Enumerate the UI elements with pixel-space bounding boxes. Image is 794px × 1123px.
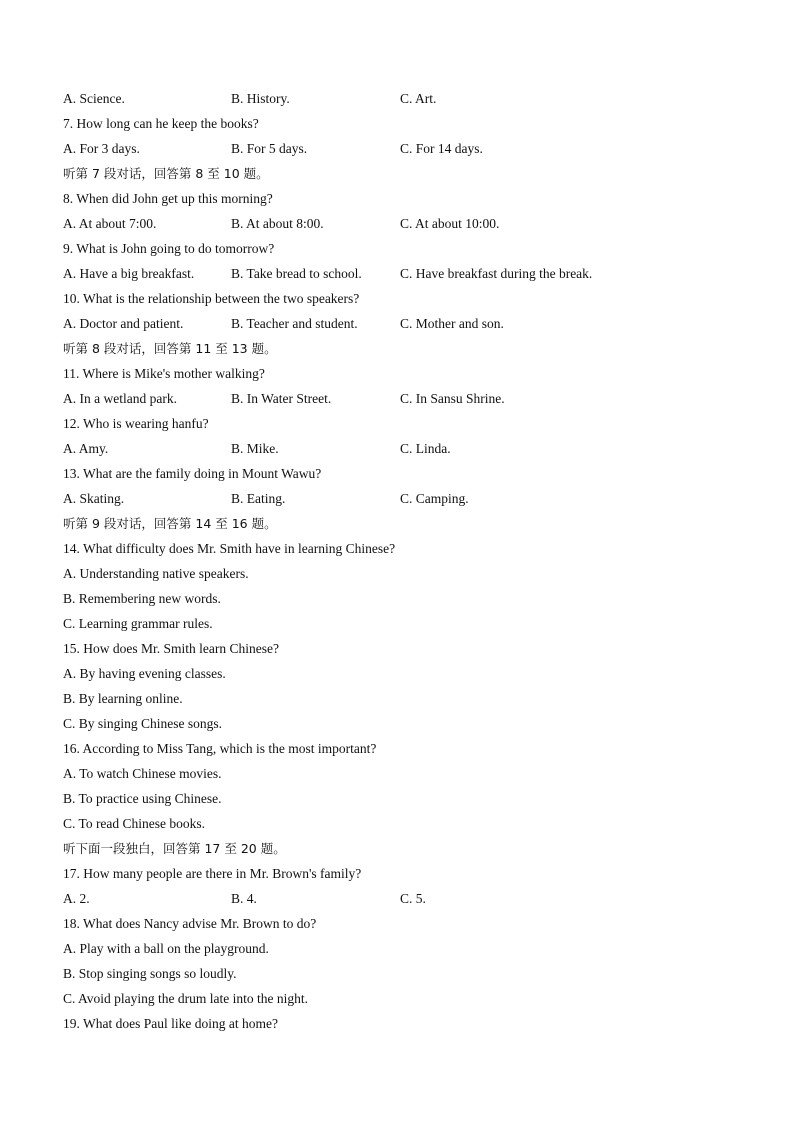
question-text: A. To watch Chinese movies. [63,766,222,781]
option-b: B. Mike. [231,441,279,456]
option-b: B. History. [231,91,290,106]
answer-options-row [63,90,743,108]
question-text: 15. How does Mr. Smith learn Chinese? [63,641,279,656]
option-b: B. Teacher and student. [231,316,358,331]
section-instruction: 听第 7 段对话，回答第 8 至 10 题。 [63,166,269,181]
option-c: C. Camping. [400,491,469,506]
section-instruction: 听下面一段独白，回答第 17 至 20 题。 [63,841,286,856]
answer-options-row [63,390,743,408]
option-b: B. At about 8:00. [231,216,324,231]
option-a: A. 2. [63,891,90,906]
option-a: A. In a wetland park. [63,391,177,406]
option-b: B. For 5 days. [231,141,308,156]
option-c: C. Have breakfast during the break. [400,266,593,281]
question-text: 19. What does Paul like doing at home? [63,1016,278,1031]
answer-options-row [63,265,743,283]
question-text: B. Stop singing songs so loudly. [63,966,237,981]
answer-options-row [63,890,743,908]
option-a: A. At about 7:00. [63,216,157,231]
question-text: 10. What is the relationship between the two speakers? [63,291,360,306]
question-text: A. Understanding native speakers. [63,566,249,581]
question-text: A. Play with a ball on the playground. [63,941,269,956]
question-text: 9. What is John going to do tomorrow? [63,241,275,256]
question-text: 12. Who is wearing hanfu? [63,416,209,431]
question-text: 11. Where is Mike's mother walking? [63,366,265,381]
option-a: A. Science. [63,91,125,106]
question-text: A. By having evening classes. [63,666,226,681]
option-a: A. For 3 days. [63,141,140,156]
answer-options-row [63,490,743,508]
option-c: C. At about 10:00. [400,216,500,231]
question-text: B. Remembering new words. [63,591,221,606]
option-c: C. In Sansu Shrine. [400,391,505,406]
question-text: B. By learning online. [63,691,183,706]
option-a: A. Skating. [63,491,125,506]
option-c: C. Mother and son. [400,316,504,331]
question-text: C. Avoid playing the drum late into the night. [63,991,308,1006]
question-text: 16. According to Miss Tang, which is the most important? [63,741,377,756]
option-c: C. For 14 days. [400,141,483,156]
section-instruction: 听第 8 段对话，回答第 11 至 13 题。 [63,341,277,356]
option-a: A. Have a big breakfast. [63,266,195,281]
question-text: 18. What does Nancy advise Mr. Brown to do? [63,916,317,931]
option-c: C. Linda. [400,441,451,456]
option-c: C. 5. [400,891,426,906]
question-text: 13. What are the family doing in Mount Wawu? [63,466,322,481]
answer-options-row [63,215,743,233]
option-c: C. Art. [400,91,437,106]
question-text: 17. How many people are there in Mr. Brown's family? [63,866,362,881]
question-text: C. To read Chinese books. [63,816,206,831]
question-text: B. To practice using Chinese. [63,791,222,806]
answer-options-row [63,140,743,158]
option-b: B. Take bread to school. [231,266,362,281]
answer-options-row [63,315,743,333]
option-a: A. Doctor and patient. [63,316,184,331]
section-instruction: 听第 9 段对话，回答第 14 至 16 题。 [63,516,277,531]
answer-options-row [63,440,743,458]
question-text: 8. When did John get up this morning? [63,191,273,206]
question-text: C. Learning grammar rules. [63,616,213,631]
option-b: B. Eating. [231,491,286,506]
question-text: 7. How long can he keep the books? [63,116,259,131]
question-text: C. By singing Chinese songs. [63,716,223,731]
option-a: A. Amy. [63,441,109,456]
question-text: 14. What difficulty does Mr. Smith have in learning Chinese? [63,541,396,556]
option-b: B. In Water Street. [231,391,332,406]
option-b: B. 4. [231,891,257,906]
